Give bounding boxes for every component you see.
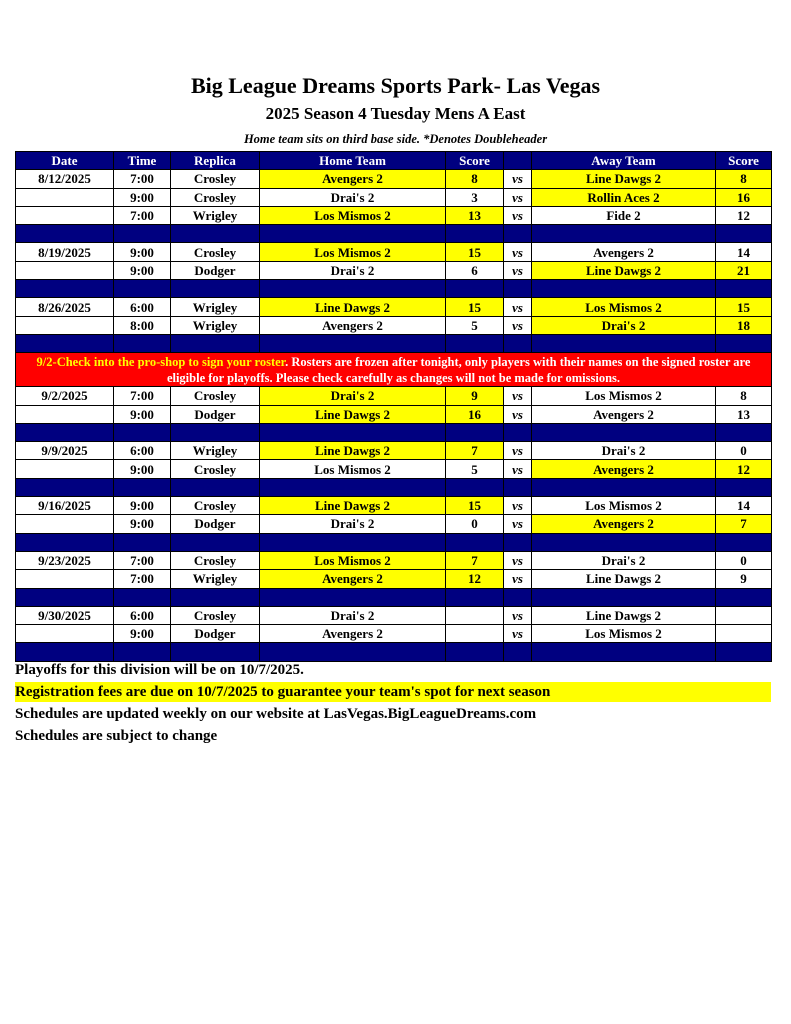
separator-cell <box>532 478 716 496</box>
away-score-cell: 12 <box>716 206 772 224</box>
separator-cell <box>504 478 532 496</box>
home-team-cell: Line Dawgs 2 <box>260 442 446 460</box>
separator-cell <box>446 423 504 441</box>
date-cell <box>16 460 114 478</box>
date-cell: 8/12/2025 <box>16 170 114 188</box>
date-cell <box>16 405 114 423</box>
roster-notice-highlight: Check into the pro-shop to sign your roster <box>56 354 286 369</box>
separator-cell <box>260 280 446 298</box>
away-team-cell: Avengers 2 <box>532 243 716 261</box>
date-cell <box>16 206 114 224</box>
vs-cell: vs <box>504 405 532 423</box>
separator-row <box>16 423 772 441</box>
away-score-cell: 0 <box>716 442 772 460</box>
separator-cell <box>504 588 532 606</box>
separator-cell <box>171 643 260 661</box>
home-team-cell: Los Mismos 2 <box>260 460 446 478</box>
away-team-cell: Avengers 2 <box>532 460 716 478</box>
away-score-cell <box>716 606 772 624</box>
date-cell: 9/30/2025 <box>16 606 114 624</box>
roster-notice-text: . Rosters are frozen after tonight, only players with their names on the signed roster are eligible for playoffs. Please check carefully as changes will not be made for omissions. <box>166 354 751 385</box>
replica-cell: Crosley <box>171 170 260 188</box>
time-cell: 9:00 <box>114 243 171 261</box>
home-score-cell: 5 <box>446 316 504 334</box>
game-row <box>16 497 772 515</box>
website-note: Schedules are updated weekly on our website at LasVegas.BigLeagueDreams.com <box>15 706 537 722</box>
home-score-cell: 16 <box>446 405 504 423</box>
date-cell <box>16 188 114 206</box>
table-header-row <box>16 152 772 170</box>
separator-cell <box>171 423 260 441</box>
home-team-cell: Drai's 2 <box>260 261 446 279</box>
date-cell <box>16 570 114 588</box>
vs-cell: vs <box>504 243 532 261</box>
away-score-cell: 0 <box>716 551 772 569</box>
game-row <box>16 206 772 224</box>
separator-cell <box>114 423 171 441</box>
away-score-cell: 21 <box>716 261 772 279</box>
separator-cell <box>16 334 114 352</box>
game-row <box>16 405 772 423</box>
separator-cell <box>260 225 446 243</box>
away-score-cell: 9 <box>716 570 772 588</box>
away-team-cell: Avengers 2 <box>532 515 716 533</box>
game-row <box>16 243 772 261</box>
separator-cell <box>532 334 716 352</box>
replica-cell: Crosley <box>171 551 260 569</box>
replica-cell: Crosley <box>171 606 260 624</box>
separator-cell <box>171 334 260 352</box>
separator-cell <box>716 643 772 661</box>
separator-cell <box>716 533 772 551</box>
game-row <box>16 298 772 316</box>
time-cell: 6:00 <box>114 606 171 624</box>
separator-cell <box>532 280 716 298</box>
away-score-cell: 14 <box>716 243 772 261</box>
home-score-cell: 8 <box>446 170 504 188</box>
replica-cell: Crosley <box>171 497 260 515</box>
separator-cell <box>716 588 772 606</box>
separator-cell <box>114 588 171 606</box>
away-score-cell: 14 <box>716 497 772 515</box>
home-team-cell: Avengers 2 <box>260 570 446 588</box>
home-score-cell: 0 <box>446 515 504 533</box>
separator-cell <box>532 423 716 441</box>
separator-cell <box>260 334 446 352</box>
away-team-cell: Fide 2 <box>532 206 716 224</box>
home-score-cell: 7 <box>446 442 504 460</box>
column-header-time: Time <box>114 152 171 170</box>
away-score-cell: 8 <box>716 170 772 188</box>
separator-cell <box>716 225 772 243</box>
separator-cell <box>532 533 716 551</box>
home-score-cell: 12 <box>446 570 504 588</box>
replica-cell: Dodger <box>171 515 260 533</box>
date-cell: 9/16/2025 <box>16 497 114 515</box>
column-header-replica: Replica <box>171 152 260 170</box>
away-team-cell: Drai's 2 <box>532 442 716 460</box>
separator-cell <box>171 280 260 298</box>
vs-cell: vs <box>504 298 532 316</box>
separator-row <box>16 643 772 661</box>
separator-cell <box>171 588 260 606</box>
game-row <box>16 387 772 405</box>
separator-cell <box>171 478 260 496</box>
home-score-cell: 7 <box>446 551 504 569</box>
vs-cell: vs <box>504 206 532 224</box>
home-score-cell: 15 <box>446 497 504 515</box>
separator-cell <box>716 478 772 496</box>
separator-cell <box>532 588 716 606</box>
home-score-cell: 15 <box>446 243 504 261</box>
column-header-home-score: Score <box>446 152 504 170</box>
time-cell: 9:00 <box>114 405 171 423</box>
time-cell: 7:00 <box>114 551 171 569</box>
date-cell: 9/23/2025 <box>16 551 114 569</box>
vs-cell: vs <box>504 316 532 334</box>
separator-cell <box>16 533 114 551</box>
replica-cell: Wrigley <box>171 570 260 588</box>
time-cell: 7:00 <box>114 570 171 588</box>
date-cell <box>16 316 114 334</box>
time-cell: 7:00 <box>114 387 171 405</box>
vs-cell: vs <box>504 261 532 279</box>
away-score-cell: 18 <box>716 316 772 334</box>
separator-cell <box>114 643 171 661</box>
separator-cell <box>16 280 114 298</box>
separator-cell <box>446 225 504 243</box>
replica-cell: Crosley <box>171 387 260 405</box>
home-team-cell: Los Mismos 2 <box>260 243 446 261</box>
away-team-cell: Line Dawgs 2 <box>532 170 716 188</box>
separator-cell <box>716 280 772 298</box>
time-cell: 6:00 <box>114 298 171 316</box>
schedule-body <box>16 170 772 661</box>
roster-notice-row <box>16 353 772 387</box>
home-team-cell: Avengers 2 <box>260 625 446 643</box>
separator-cell <box>446 643 504 661</box>
game-row <box>16 460 772 478</box>
vs-cell: vs <box>504 497 532 515</box>
home-score-cell: 5 <box>446 460 504 478</box>
away-team-cell: Line Dawgs 2 <box>532 606 716 624</box>
home-team-cell: Line Dawgs 2 <box>260 298 446 316</box>
replica-cell: Crosley <box>171 188 260 206</box>
time-cell: 7:00 <box>114 170 171 188</box>
replica-cell: Crosley <box>171 460 260 478</box>
game-row <box>16 606 772 624</box>
vs-cell: vs <box>504 515 532 533</box>
separator-cell <box>16 643 114 661</box>
separator-row <box>16 225 772 243</box>
home-team-cell: Drai's 2 <box>260 606 446 624</box>
separator-row <box>16 533 772 551</box>
away-score-cell: 8 <box>716 387 772 405</box>
playoffs-note: Playoffs for this division will be on 10/7/2025. <box>15 662 304 678</box>
away-team-cell: Los Mismos 2 <box>532 497 716 515</box>
column-header-away-score: Score <box>716 152 772 170</box>
home-team-cell: Line Dawgs 2 <box>260 497 446 515</box>
separator-cell <box>504 423 532 441</box>
vs-cell: vs <box>504 625 532 643</box>
column-header-date: Date <box>16 152 114 170</box>
time-cell: 9:00 <box>114 497 171 515</box>
subject-to-change-note: Schedules are subject to change <box>15 728 218 744</box>
separator-cell <box>504 334 532 352</box>
separator-cell <box>716 334 772 352</box>
home-team-cell: Avengers 2 <box>260 316 446 334</box>
away-team-cell: Los Mismos 2 <box>532 387 716 405</box>
separator-cell <box>260 478 446 496</box>
home-score-cell: 3 <box>446 188 504 206</box>
column-header-home-team: Home Team <box>260 152 446 170</box>
time-cell: 9:00 <box>114 515 171 533</box>
away-team-cell: Los Mismos 2 <box>532 298 716 316</box>
separator-cell <box>446 280 504 298</box>
replica-cell: Dodger <box>171 261 260 279</box>
away-score-cell: 16 <box>716 188 772 206</box>
time-cell: 9:00 <box>114 460 171 478</box>
home-score-cell <box>446 606 504 624</box>
game-row <box>16 442 772 460</box>
time-cell: 6:00 <box>114 442 171 460</box>
date-cell: 8/26/2025 <box>16 298 114 316</box>
vs-cell: vs <box>504 170 532 188</box>
separator-cell <box>260 643 446 661</box>
game-row <box>16 625 772 643</box>
date-cell: 9/9/2025 <box>16 442 114 460</box>
away-team-cell: Drai's 2 <box>532 551 716 569</box>
time-cell: 9:00 <box>114 625 171 643</box>
separator-cell <box>114 280 171 298</box>
separator-cell <box>16 478 114 496</box>
separator-cell <box>532 225 716 243</box>
date-cell <box>16 515 114 533</box>
time-cell: 9:00 <box>114 261 171 279</box>
away-score-cell: 7 <box>716 515 772 533</box>
away-score-cell: 13 <box>716 405 772 423</box>
replica-cell: Crosley <box>171 243 260 261</box>
away-team-cell: Avengers 2 <box>532 405 716 423</box>
game-row <box>16 570 772 588</box>
roster-notice-date: 9/2- <box>36 354 57 369</box>
date-cell: 9/2/2025 <box>16 387 114 405</box>
away-team-cell: Drai's 2 <box>532 316 716 334</box>
replica-cell: Wrigley <box>171 206 260 224</box>
vs-cell: vs <box>504 551 532 569</box>
vs-cell: vs <box>504 570 532 588</box>
separator-cell <box>16 225 114 243</box>
replica-cell: Wrigley <box>171 316 260 334</box>
replica-cell: Wrigley <box>171 298 260 316</box>
time-cell: 7:00 <box>114 206 171 224</box>
vs-cell: vs <box>504 606 532 624</box>
home-score-cell <box>446 625 504 643</box>
roster-notice <box>16 353 772 387</box>
time-cell: 9:00 <box>114 188 171 206</box>
separator-cell <box>16 588 114 606</box>
away-score-cell <box>716 625 772 643</box>
away-team-cell: Los Mismos 2 <box>532 625 716 643</box>
away-team-cell: Line Dawgs 2 <box>532 261 716 279</box>
home-team-cell: Avengers 2 <box>260 170 446 188</box>
date-cell <box>16 625 114 643</box>
game-row <box>16 316 772 334</box>
column-header-away-team: Away Team <box>532 152 716 170</box>
column-header-vs <box>504 152 532 170</box>
separator-cell <box>260 423 446 441</box>
date-cell <box>16 261 114 279</box>
separator-cell <box>446 533 504 551</box>
separator-cell <box>260 533 446 551</box>
separator-cell <box>446 478 504 496</box>
home-team-cell: Drai's 2 <box>260 515 446 533</box>
home-score-cell: 15 <box>446 298 504 316</box>
schedule-table <box>15 151 772 662</box>
registration-note: Registration fees are due on 10/7/2025 to guarantee your team's spot for next season <box>15 682 771 702</box>
separator-row <box>16 588 772 606</box>
separator-cell <box>171 533 260 551</box>
separator-cell <box>260 588 446 606</box>
replica-cell: Wrigley <box>171 442 260 460</box>
replica-cell: Dodger <box>171 405 260 423</box>
separator-row <box>16 478 772 496</box>
separator-cell <box>504 533 532 551</box>
time-cell: 8:00 <box>114 316 171 334</box>
separator-cell <box>114 225 171 243</box>
separator-cell <box>114 334 171 352</box>
vs-cell: vs <box>504 460 532 478</box>
home-score-cell: 6 <box>446 261 504 279</box>
home-score-cell: 9 <box>446 387 504 405</box>
game-row <box>16 261 772 279</box>
game-row <box>16 551 772 569</box>
game-row <box>16 188 772 206</box>
home-team-cell: Los Mismos 2 <box>260 206 446 224</box>
away-score-cell: 12 <box>716 460 772 478</box>
home-team-cell: Drai's 2 <box>260 387 446 405</box>
separator-row <box>16 334 772 352</box>
separator-cell <box>16 423 114 441</box>
game-row <box>16 515 772 533</box>
home-team-cell: Line Dawgs 2 <box>260 405 446 423</box>
separator-cell <box>114 478 171 496</box>
vs-cell: vs <box>504 188 532 206</box>
away-team-cell: Line Dawgs 2 <box>532 570 716 588</box>
game-row <box>16 170 772 188</box>
page-title: Big League Dreams Sports Park- Las Vegas <box>190 73 601 98</box>
separator-cell <box>504 643 532 661</box>
away-score-cell: 15 <box>716 298 772 316</box>
vs-cell: vs <box>504 387 532 405</box>
separator-cell <box>446 334 504 352</box>
separator-cell <box>716 423 772 441</box>
separator-cell <box>446 588 504 606</box>
replica-cell: Dodger <box>171 625 260 643</box>
separator-cell <box>504 280 532 298</box>
date-cell: 8/19/2025 <box>16 243 114 261</box>
vs-cell: vs <box>504 442 532 460</box>
home-team-cell: Los Mismos 2 <box>260 551 446 569</box>
separator-cell <box>532 643 716 661</box>
separator-cell <box>504 225 532 243</box>
separator-cell <box>114 533 171 551</box>
away-team-cell: Rollin Aces 2 <box>532 188 716 206</box>
home-score-cell: 13 <box>446 206 504 224</box>
schedule-note: Home team sits on third base side. *Denotes Doubleheader <box>243 132 548 146</box>
home-team-cell: Drai's 2 <box>260 188 446 206</box>
page-subtitle: 2025 Season 4 Tuesday Mens A East <box>265 104 526 123</box>
separator-row <box>16 280 772 298</box>
separator-cell <box>171 225 260 243</box>
